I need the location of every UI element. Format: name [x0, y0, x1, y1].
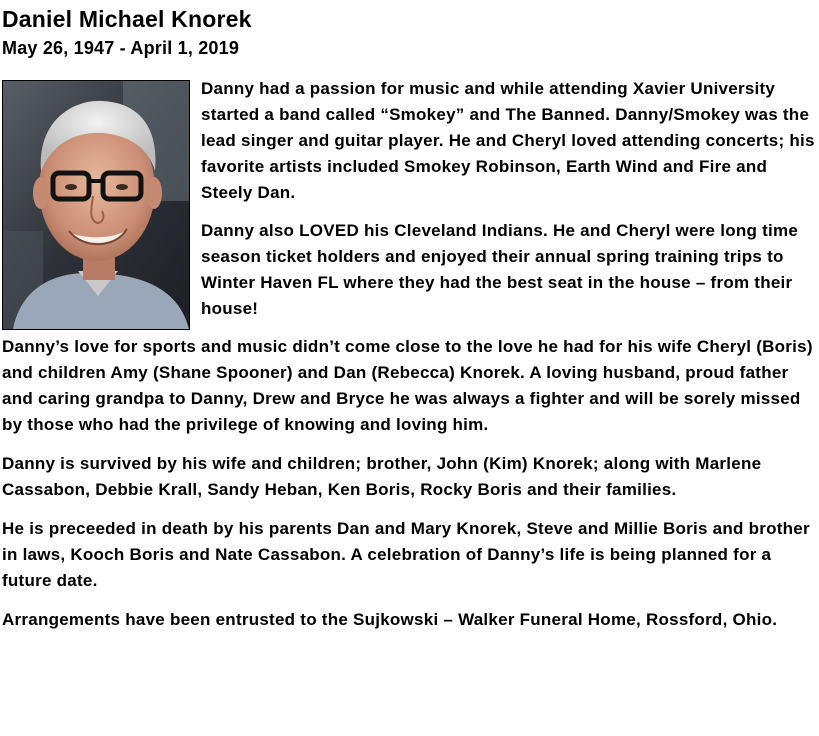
- paragraph-survived: Danny is survived by his wife and children; brother, John (Kim) Knorek; along with Marlene Cassabon, Debbie Krall, Sandy Heban, Ken Boris, Rocky Boris and their families.: [2, 454, 762, 499]
- paragraph-arrangements: Arrangements have been entrusted to the Sujkowski – Walker Funeral Home, Rossford, Ohio.: [2, 610, 778, 629]
- paragraph-preceded: He is preceeded in death by his parents Dan and Mary Knorek, Steve and Millie Boris and brother in laws, Kooch Boris and Nate Cassabon. A celebration of Danny’s life is being planned for a future date.: [2, 519, 810, 590]
- intro-section: [2, 80, 815, 334]
- portrait-icon: [3, 81, 189, 329]
- page-title: Daniel Michael Knorek: [2, 6, 252, 32]
- paragraph-indians: Danny also LOVED his Cleveland Indians. He and Cheryl were long time season ticket holders and enjoyed their annual spring training trips to Winter Haven FL where they had the best seat in the house – from their house!: [201, 221, 799, 318]
- body-text: [2, 334, 815, 633]
- portrait-photo: [2, 80, 190, 330]
- paragraph-family: Danny’s love for sports and music didn’t come close to the love he had for his wife Cheryl (Boris) and children Amy (Shane Spooner) and Dan (Rebecca) Knorek. A loving husband, proud father and caring grandpa to Danny, Drew and Bryce he was always a fighter and will be sorely missed by those who had the privilege of knowing and loving him.: [2, 337, 813, 434]
- intro-text: [201, 76, 817, 322]
- life-dates: May 26, 1947 - April 1, 2019: [2, 38, 240, 58]
- paragraph-music: Danny had a passion for music and while attending Xavier University started a band called “Smokey” and The Banned. Danny/Smokey was the lead singer and guitar player. He and Cheryl loved attending concerts; his favorite artists included Smokey Robinson, Earth Wind and Fire and Steely Dan.: [201, 79, 815, 202]
